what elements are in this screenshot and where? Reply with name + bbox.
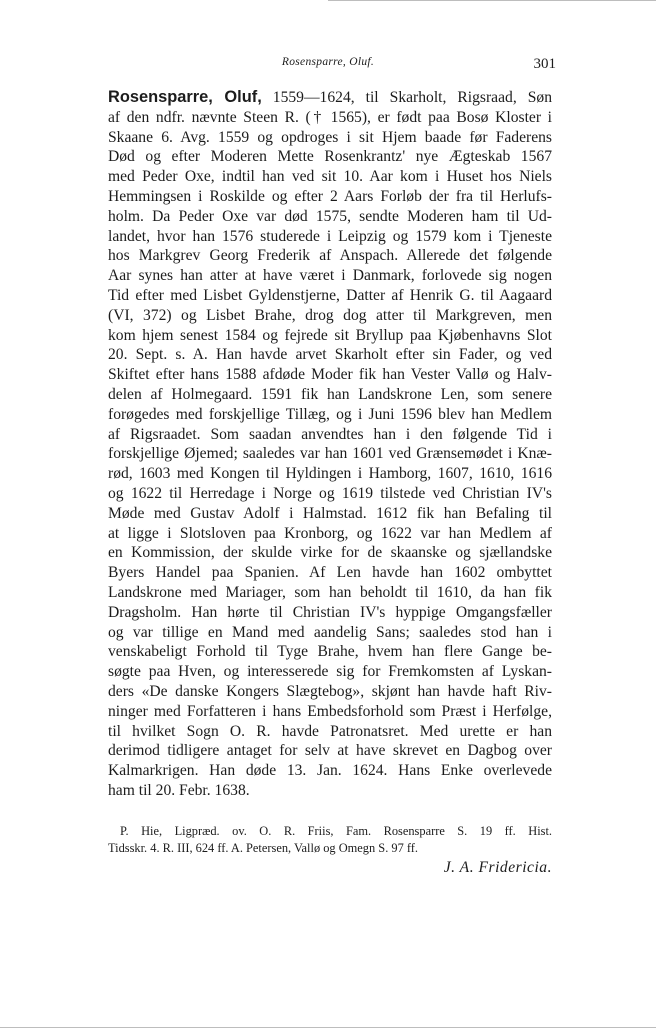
article-line: og var tillige en Mand med aandelig Sans; saaledes stod han i bbox=[108, 623, 552, 641]
article-line: venskabeligt Forhold til Tyge Brahe, hvem han flere Gange be- bbox=[108, 643, 552, 661]
article-line: og 1622 til Herredage i Norge og 1619 tilstede ved Christian IV's bbox=[108, 484, 552, 502]
article-line: til hvilket Sogn O. R. havde Patronatsret. Med urette er han bbox=[108, 722, 552, 740]
article-line: Tid efter med Lisbet Gyldenstjerne, Datter af Henrik G. til Aagaard bbox=[108, 286, 552, 304]
article-line: Møde med Gustav Adolf i Halmstad. 1612 fik han Befaling til bbox=[108, 504, 552, 522]
article-line: landet, hvor han 1576 studerede i Leipzig og 1579 kom i Tjeneste bbox=[108, 227, 552, 245]
article-line: søgte paa Hven, og interesserede sig for Fremkomsten af Lyskan- bbox=[108, 663, 552, 681]
article-line: (VI, 372) og Lisbet Brahe, drog dog atter til Markgreven, men bbox=[108, 306, 552, 324]
headword: Rosensparre, Oluf, bbox=[108, 88, 262, 106]
article-body bbox=[108, 88, 552, 801]
article-line: delen af Holmegaard. 1591 fik han Landskrone Len, som senere bbox=[108, 385, 552, 403]
article-line: hos Markgrev Georg Frederik af Anspach. Allerede det følgende bbox=[108, 247, 552, 265]
article-line: ders «De danske Kongers Slægtebog», skjønt han havde haft Riv- bbox=[108, 682, 552, 700]
article-line: holm. Da Peder Oxe var død 1575, sendte Moderen ham til Ud- bbox=[108, 207, 552, 225]
article-line: forskjellige Øjemed; saaledes var han 1601 ved Grænsemødet i Knæ- bbox=[108, 445, 552, 463]
author-signature: J. A. Fridericia. bbox=[443, 859, 552, 876]
article-line: Aar synes han atter at have været i Danmark, forlovede sig nogen bbox=[108, 267, 552, 285]
article-line: Skiftet efter hans 1588 afdøde Moder fik han Vester Vallø og Halv- bbox=[108, 366, 552, 384]
article-line: Død og efter Moderen Mette Rosenkrantz' nye Ægteskab 1567 bbox=[108, 148, 552, 166]
page-number: 301 bbox=[533, 56, 556, 72]
article-line: ham til 20. Febr. 1638. bbox=[108, 781, 250, 799]
article-line: Hemmingsen i Roskilde og efter 2 Aars Forløb der fra til Herlufs- bbox=[108, 187, 552, 205]
reference-line: Tidsskr. 4. R. III, 624 ff. A. Petersen, Vallø og Omegn S. 97 ff. bbox=[108, 840, 418, 855]
article-line: Dragsholm. Han hørte til Christian IV's hyppige Omgangsfæller bbox=[108, 603, 552, 621]
article-line: af Rigsraadet. Som saadan anvendtes han i den følgende Tid i bbox=[108, 425, 552, 443]
article-line: Kalmarkrigen. Han døde 13. Jan. 1624. Hans Enke overlevede bbox=[108, 762, 552, 780]
article-line: Landskrone med Mariager, som han beholdt til 1610, da han fik bbox=[108, 583, 552, 601]
article-line: med Peder Oxe, indtil han ved sit 10. Aar kom i Huset hos Niels bbox=[108, 168, 552, 186]
article-line: en Kommission, der skulde virke for de skaanske og sjællandske bbox=[108, 544, 552, 562]
article-line: af den ndfr. nævnte Steen R. († 1565), er født paa Bosø Kloster i bbox=[108, 108, 552, 126]
article-line: kom hjem senest 1584 og fejrede sit Bryllup paa Kjøbenhavns Slot bbox=[108, 326, 552, 344]
references bbox=[108, 823, 552, 856]
article-line: derimod tidligere antaget for selv at have skrevet en Dagbog over bbox=[108, 742, 552, 760]
bottom-rule bbox=[0, 1027, 656, 1028]
top-rule bbox=[328, 0, 656, 1]
article-line: at ligge i Slotsloven paa Kronborg, og 1622 var han Medlem af bbox=[108, 524, 552, 542]
article-line: forøgedes med forskjellige Tillæg, og i Juni 1596 blev han Medlem bbox=[108, 405, 552, 423]
article-line: rød, 1603 med Kongen til Hyldingen i Hamborg, 1607, 1610, 1616 bbox=[108, 465, 552, 483]
article-line: ninger med Forfatteren i hans Embedsforhold som Præst i Herfølge, bbox=[108, 702, 552, 720]
running-head: Rosensparre, Oluf. bbox=[281, 56, 375, 68]
article-line: Skaane 6. Avg. 1559 og opdroges i sit Hjem baade før Faderens bbox=[108, 128, 552, 146]
article-line: Rosensparre, Oluf, 1559—1624, til Skarholt, Rigsraad, Søn bbox=[108, 88, 552, 106]
article-line: Byers Handel paa Spanien. Af Len havde han 1602 ombyttet bbox=[108, 564, 552, 582]
article-line: 20. Sept. s. A. Han havde arvet Skarholt efter sin Fader, og ved bbox=[108, 346, 552, 364]
reference-line: P. Hie, Ligpræd. ov. O. R. Friis, Fam. Rosensparre S. 19 ff. Hist. bbox=[120, 824, 552, 838]
